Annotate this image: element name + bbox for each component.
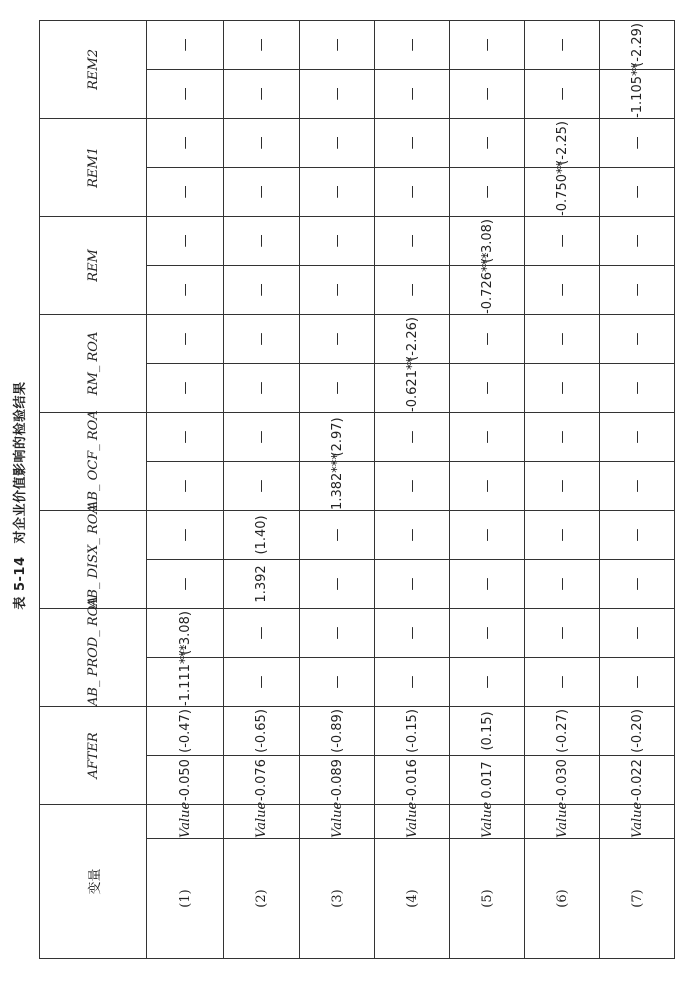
variable-name: AB_ OCF_ ROA bbox=[40, 412, 147, 510]
coef-cell: — bbox=[147, 363, 224, 412]
coef-cell: — bbox=[300, 167, 375, 216]
coef-cell: -1.105** bbox=[600, 69, 675, 118]
coef-cell: — bbox=[375, 167, 450, 216]
coef-cell: — bbox=[300, 657, 375, 706]
t-stat-cell: — bbox=[375, 20, 450, 69]
coef-cell: — bbox=[147, 167, 224, 216]
coef-cell: — bbox=[375, 265, 450, 314]
model-row bbox=[147, 20, 224, 958]
coef-cell: -0.016 bbox=[375, 755, 450, 804]
t-stat-cell: — bbox=[300, 510, 375, 559]
coef-cell: — bbox=[600, 559, 675, 608]
t-stat-cell: (-0.20) bbox=[600, 706, 675, 755]
coef-cell: — bbox=[224, 363, 300, 412]
coef-cell: -0.076 bbox=[224, 755, 300, 804]
t-stat-cell: — bbox=[147, 216, 224, 265]
t-stat-cell: (-2.25) bbox=[525, 118, 600, 167]
coef-cell: -0.050 bbox=[147, 755, 224, 804]
t-stat-cell: (-0.15) bbox=[375, 706, 450, 755]
t-stat-cell: — bbox=[600, 412, 675, 461]
results-table bbox=[39, 20, 675, 959]
model-label: (2) bbox=[224, 839, 300, 959]
t-stat-cell: — bbox=[525, 314, 600, 363]
variable-name: AB_ PROD_ ROA bbox=[40, 608, 147, 706]
variable-name: RM_ ROA bbox=[40, 314, 147, 412]
dependent-label: Value bbox=[300, 804, 375, 838]
coef-cell: -1.111*** bbox=[147, 657, 224, 706]
coef-cell: — bbox=[375, 657, 450, 706]
variable-name: REM2 bbox=[40, 20, 147, 118]
coef-cell: — bbox=[224, 265, 300, 314]
coef-cell: — bbox=[600, 363, 675, 412]
t-stat-cell: — bbox=[224, 412, 300, 461]
coef-cell: -0.750** bbox=[525, 167, 600, 216]
t-stat-cell: — bbox=[224, 216, 300, 265]
coef-cell: — bbox=[525, 657, 600, 706]
variable-name: REM bbox=[40, 216, 147, 314]
coef-cell: — bbox=[450, 167, 525, 216]
model-label: (7) bbox=[600, 839, 675, 959]
t-stat-cell: — bbox=[375, 608, 450, 657]
table-title: 对企业价值影响的检验结果 bbox=[13, 381, 28, 544]
model-label: (3) bbox=[300, 839, 375, 959]
t-stat-cell: — bbox=[147, 412, 224, 461]
coef-cell: — bbox=[450, 69, 525, 118]
t-stat-cell: — bbox=[600, 608, 675, 657]
t-stat-cell: — bbox=[450, 412, 525, 461]
coef-cell: -0.030 bbox=[525, 755, 600, 804]
t-stat-cell: — bbox=[525, 510, 600, 559]
coef-cell: — bbox=[224, 657, 300, 706]
coef-cell: — bbox=[525, 461, 600, 510]
coef-cell: — bbox=[147, 69, 224, 118]
coef-cell: -0.089 bbox=[300, 755, 375, 804]
coef-cell: — bbox=[147, 461, 224, 510]
t-stat-cell: — bbox=[224, 118, 300, 167]
dependent-label: Value bbox=[147, 804, 224, 838]
model-label: (6) bbox=[525, 839, 600, 959]
model-label: (4) bbox=[375, 839, 450, 959]
coef-cell: — bbox=[224, 461, 300, 510]
t-stat-cell: (0.15) bbox=[450, 706, 525, 755]
t-stat-cell: — bbox=[450, 20, 525, 69]
model-row bbox=[224, 20, 300, 958]
t-stat-cell: — bbox=[600, 216, 675, 265]
t-stat-cell: — bbox=[300, 216, 375, 265]
t-stat-cell: (-3.08) bbox=[147, 608, 224, 657]
coef-cell: 1.392 bbox=[224, 559, 300, 608]
coef-cell: — bbox=[600, 265, 675, 314]
table-number: 表 5-14 bbox=[13, 556, 28, 610]
t-stat-cell: — bbox=[450, 314, 525, 363]
t-stat-cell: — bbox=[525, 20, 600, 69]
coef-cell: -0.022 bbox=[600, 755, 675, 804]
coef-cell: — bbox=[600, 167, 675, 216]
coef-cell: — bbox=[450, 559, 525, 608]
t-stat-cell: — bbox=[525, 608, 600, 657]
dependent-label: Value bbox=[450, 804, 525, 838]
t-stat-cell: (-0.27) bbox=[525, 706, 600, 755]
t-stat-cell: — bbox=[450, 510, 525, 559]
dependent-label: Value bbox=[375, 804, 450, 838]
model-row bbox=[300, 20, 375, 958]
t-stat-cell: (2.97) bbox=[300, 412, 375, 461]
coef-cell: -0.621** bbox=[375, 363, 450, 412]
coef-cell: — bbox=[450, 363, 525, 412]
table-caption bbox=[9, 0, 31, 991]
coef-cell: — bbox=[525, 363, 600, 412]
t-stat-cell: — bbox=[450, 118, 525, 167]
t-stat-cell: (-0.89) bbox=[300, 706, 375, 755]
coef-cell: — bbox=[375, 559, 450, 608]
variable-header: 变量 bbox=[40, 804, 147, 958]
coef-cell: — bbox=[147, 559, 224, 608]
coef-cell: — bbox=[450, 461, 525, 510]
coef-cell: — bbox=[300, 69, 375, 118]
t-stat-cell: — bbox=[300, 608, 375, 657]
coef-cell: — bbox=[375, 461, 450, 510]
t-stat-cell: — bbox=[224, 314, 300, 363]
coef-cell: — bbox=[525, 265, 600, 314]
t-stat-cell: — bbox=[450, 608, 525, 657]
dependent-label: Value bbox=[224, 804, 300, 838]
t-stat-cell: (1.40) bbox=[224, 510, 300, 559]
model-row bbox=[450, 20, 525, 958]
model-row bbox=[375, 20, 450, 958]
coef-cell: — bbox=[300, 559, 375, 608]
t-stat-cell: (-2.29) bbox=[600, 20, 675, 69]
coef-cell: — bbox=[300, 265, 375, 314]
coef-cell: — bbox=[300, 363, 375, 412]
coef-cell: — bbox=[224, 167, 300, 216]
t-stat-cell: (-0.47) bbox=[147, 706, 224, 755]
t-stat-cell: — bbox=[375, 510, 450, 559]
t-stat-cell: — bbox=[525, 412, 600, 461]
t-stat-cell: — bbox=[224, 20, 300, 69]
t-stat-cell: (-0.65) bbox=[224, 706, 300, 755]
dependent-label: Value bbox=[525, 804, 600, 838]
t-stat-cell: — bbox=[224, 608, 300, 657]
coef-cell: — bbox=[600, 657, 675, 706]
coef-cell: -0.726*** bbox=[450, 265, 525, 314]
model-label: (5) bbox=[450, 839, 525, 959]
variable-name: REM1 bbox=[40, 118, 147, 216]
coef-cell: — bbox=[224, 69, 300, 118]
t-stat-cell: — bbox=[375, 412, 450, 461]
coef-cell: — bbox=[600, 461, 675, 510]
t-stat-cell: — bbox=[600, 314, 675, 363]
model-label: (1) bbox=[147, 839, 224, 959]
t-stat-cell: — bbox=[375, 118, 450, 167]
t-stat-cell: — bbox=[300, 20, 375, 69]
t-stat-cell: — bbox=[147, 118, 224, 167]
t-stat-cell: (-3.08) bbox=[450, 216, 525, 265]
coef-cell: — bbox=[450, 657, 525, 706]
variable-name: AFTER bbox=[40, 706, 147, 804]
coef-cell: — bbox=[525, 69, 600, 118]
t-stat-cell: — bbox=[147, 510, 224, 559]
t-stat-cell: — bbox=[600, 510, 675, 559]
t-stat-cell: — bbox=[147, 314, 224, 363]
variable-name: AB_ DISX_ ROA bbox=[40, 510, 147, 608]
t-stat-cell: — bbox=[525, 216, 600, 265]
model-row bbox=[525, 20, 600, 958]
coef-cell: 0.017 bbox=[450, 755, 525, 804]
coef-cell: — bbox=[147, 265, 224, 314]
coef-cell: 1.382*** bbox=[300, 461, 375, 510]
dependent-label: Value bbox=[600, 804, 675, 838]
t-stat-cell: — bbox=[300, 118, 375, 167]
t-stat-cell: (-2.26) bbox=[375, 314, 450, 363]
t-stat-cell: — bbox=[147, 20, 224, 69]
t-stat-cell: — bbox=[600, 118, 675, 167]
coef-cell: — bbox=[375, 69, 450, 118]
t-stat-cell: — bbox=[375, 216, 450, 265]
model-row bbox=[600, 20, 675, 958]
coef-cell: — bbox=[525, 559, 600, 608]
t-stat-cell: — bbox=[300, 314, 375, 363]
